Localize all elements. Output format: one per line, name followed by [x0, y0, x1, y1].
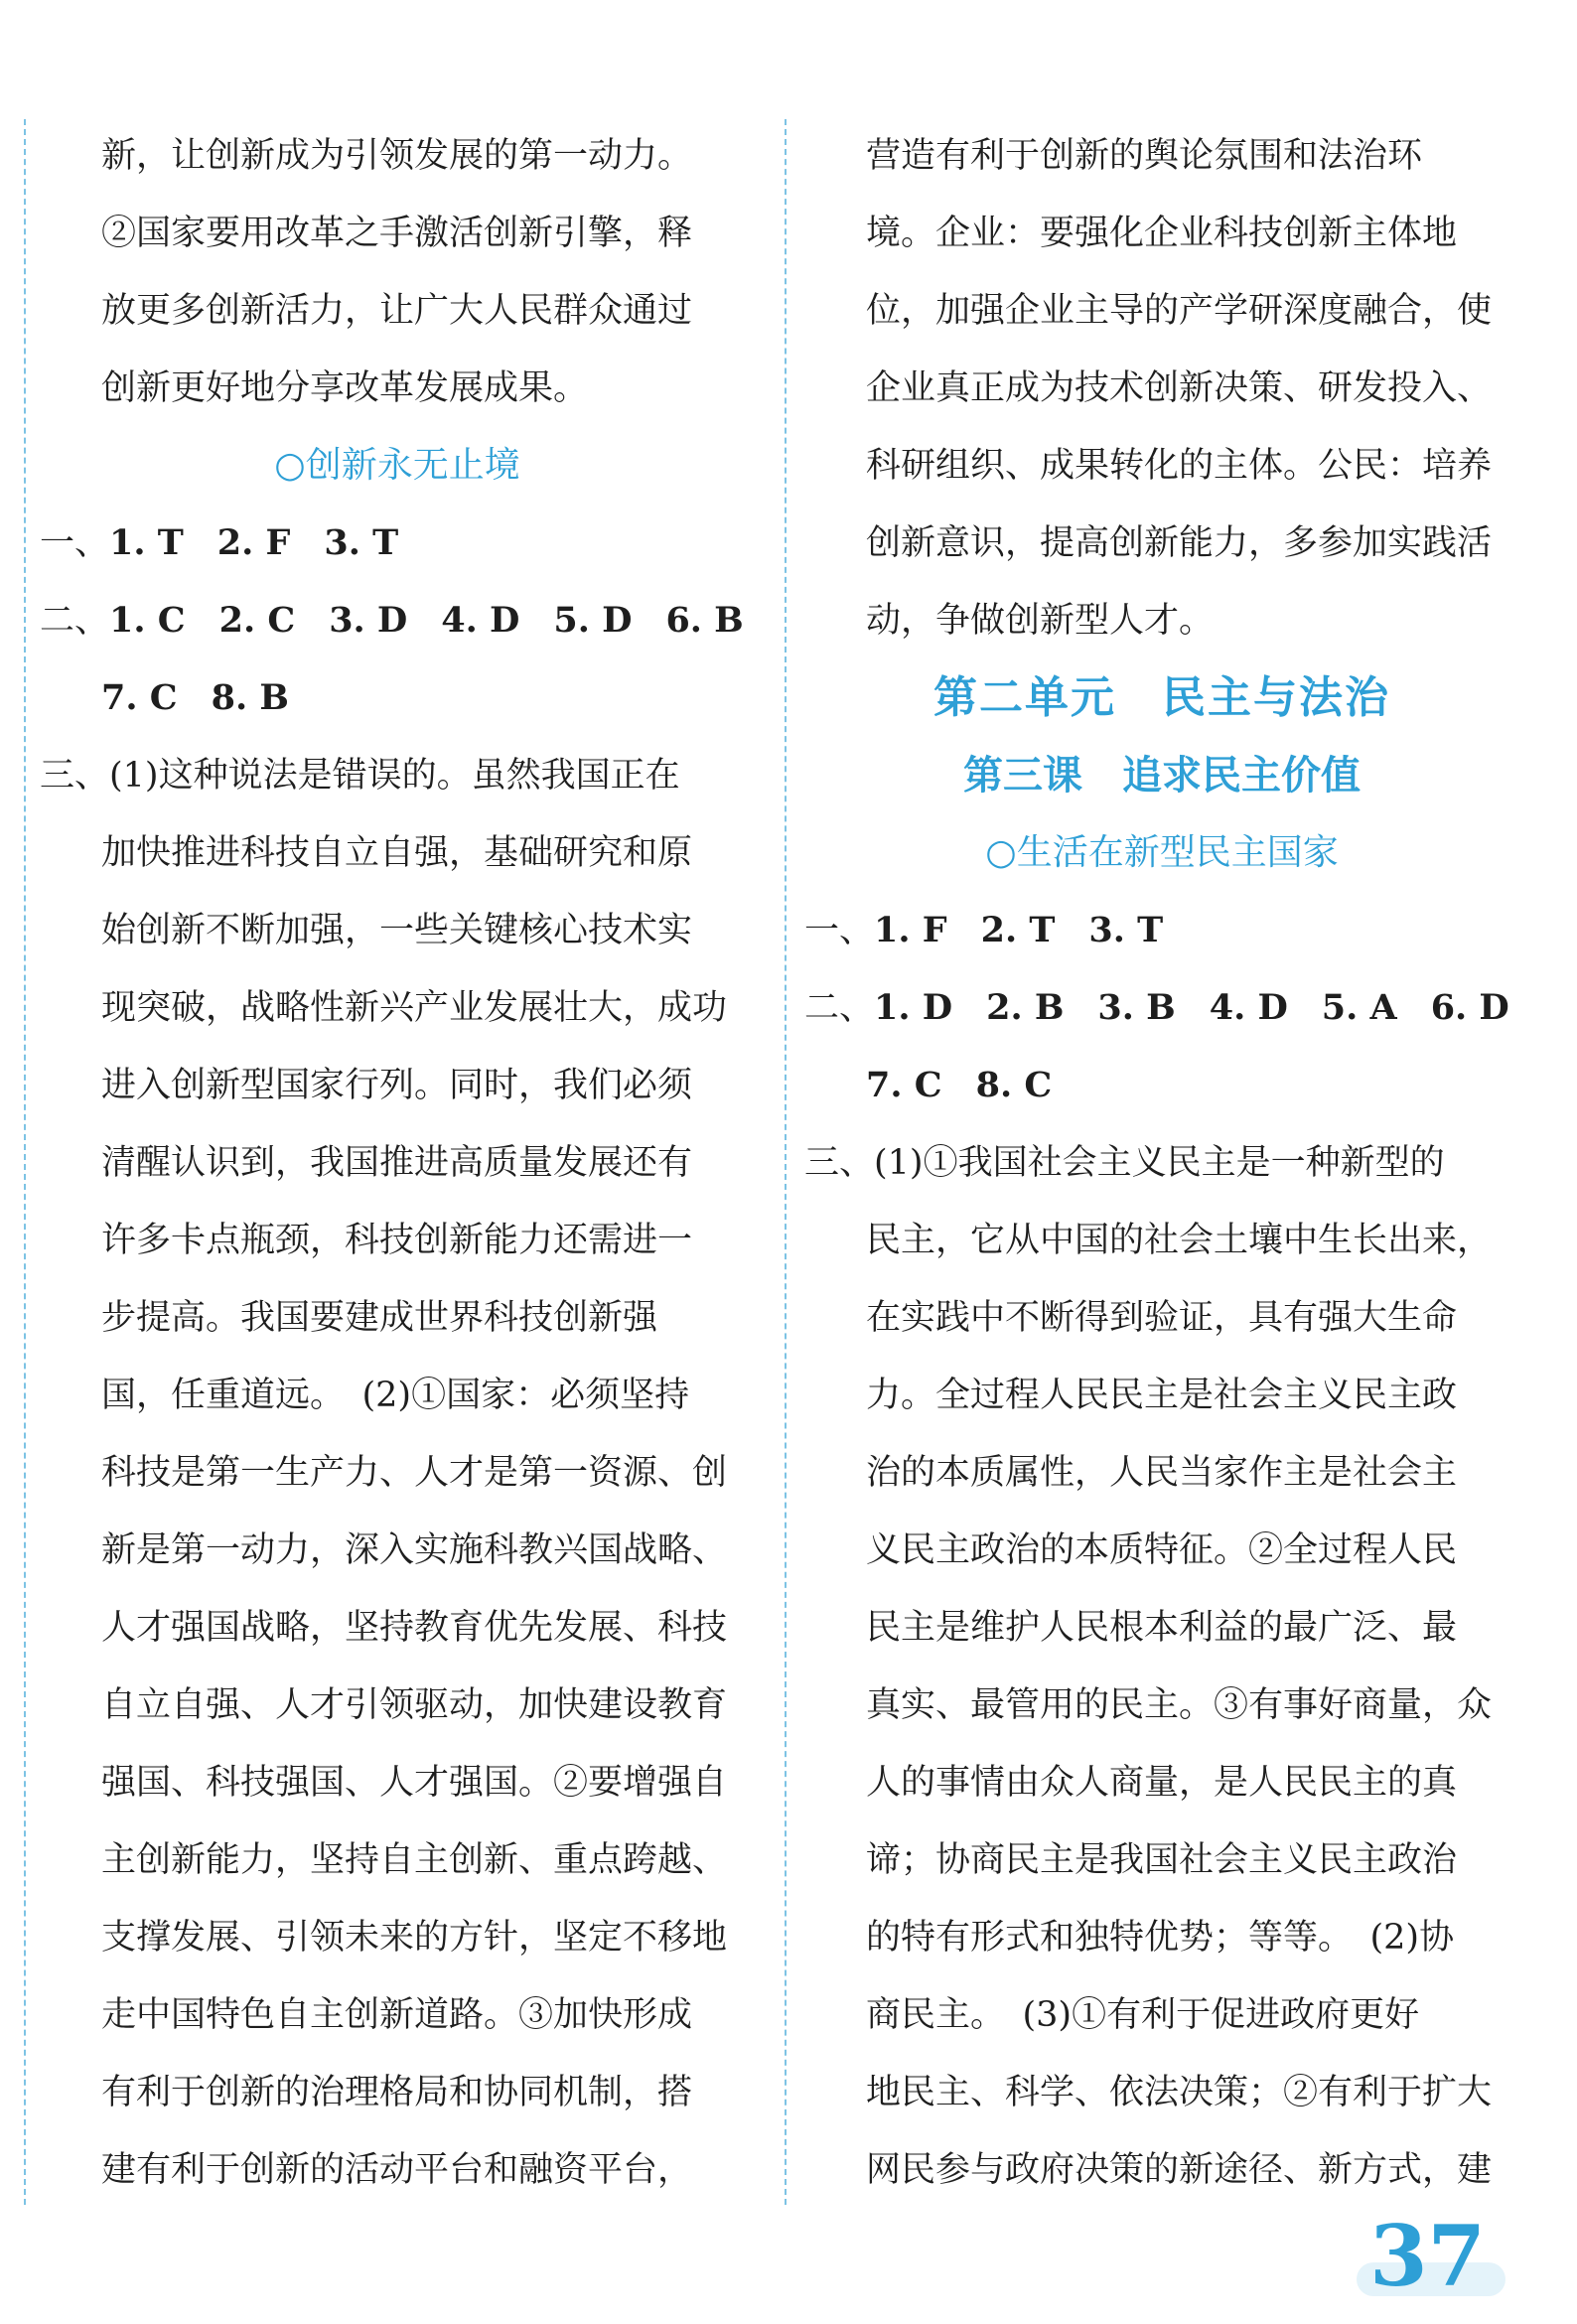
- answer-item: 5. D: [553, 600, 633, 641]
- question-prefix: 二、: [804, 988, 875, 1028]
- answer-item: 3. T: [324, 522, 399, 563]
- page-number: 37: [1369, 2207, 1486, 2305]
- text-line: 企业真正成为技术创新决策、研发投入、: [866, 368, 1493, 408]
- answer-item: 8. C: [975, 1065, 1053, 1105]
- text-line: 创新意识，提高创新能力，多参加实践活: [866, 523, 1493, 563]
- left-margin-divider: [24, 119, 26, 2205]
- answer-item: 5. A: [1321, 987, 1397, 1028]
- left-column: [40, 117, 755, 2209]
- answer-item: 2. C: [218, 600, 296, 641]
- lesson-title: 第三课 追求民主价值: [963, 753, 1361, 799]
- answer-item: 3. T: [1088, 910, 1164, 950]
- answer-item: 1. T: [109, 522, 184, 563]
- text-line: 支撑发展、引领未来的方针，坚定不移地: [101, 1918, 728, 1958]
- column-divider: [785, 119, 787, 2205]
- text-line: 谛；协商民主是我国社会主义民主政治: [866, 1840, 1458, 1880]
- text-line: 国，任重道远。 (2)①国家：必须坚持: [101, 1376, 690, 1415]
- text-line: 强国、科技强国、人才强国。②要增强自: [101, 1763, 728, 1803]
- answer-item: 6. D: [1430, 987, 1509, 1028]
- text-line: 动，争做创新型人才。: [866, 601, 1215, 641]
- answer-row-judgement: [40, 505, 755, 582]
- text-line: 商民主。 (3)①有利于促进政府更好: [866, 1995, 1420, 2035]
- text-line: 科研组织、成果转化的主体。公民：培养: [866, 446, 1493, 486]
- text-line: 在实践中不断得到验证，具有强大生命: [866, 1298, 1458, 1338]
- answer-row-choice: [40, 582, 755, 659]
- text-line: 位，加强企业主导的产学研深度融合，使: [866, 291, 1493, 331]
- text-line: 走中国特色自主创新道路。③加快形成: [101, 1995, 693, 2035]
- text-line: 的特有形式和独特优势；等等。 (2)协: [866, 1918, 1455, 1958]
- answer-row-choice-cont: [40, 659, 755, 737]
- answer-row-choice-cont: [804, 1047, 1519, 1124]
- text-line: 治的本质属性，人民当家作主是社会主: [866, 1453, 1458, 1493]
- answer-item: 2. B: [986, 987, 1065, 1028]
- text-line: 创新更好地分享改革发展成果。: [101, 368, 589, 408]
- answer-item: 4. D: [1209, 987, 1288, 1028]
- right-column: [804, 117, 1519, 2209]
- text-line: 营造有利于创新的舆论氛围和法治环: [866, 136, 1423, 176]
- answer-item: 3. D: [329, 600, 408, 641]
- text-line: 义民主政治的本质特征。②全过程人民: [866, 1530, 1458, 1570]
- text-line: 许多卡点瓶颈，科技创新能力还需进一: [101, 1221, 693, 1260]
- answer-item: 4. D: [441, 600, 520, 641]
- text-line: 有利于创新的治理格局和协同机制，搭: [101, 2073, 693, 2112]
- text-line: 主创新能力，坚持自主创新、重点跨越、: [101, 1840, 728, 1880]
- text-line: 真实、最管用的民主。③有事好商量，众: [866, 1685, 1493, 1725]
- question-prefix: 一、: [40, 523, 110, 563]
- text-line: 建有利于创新的活动平台和融资平台，: [101, 2150, 693, 2190]
- answer-item: 1. C: [109, 600, 186, 641]
- answer-item: 7. C: [101, 677, 178, 718]
- text-line: 放更多创新活力，让广大人民群众通过: [101, 291, 693, 331]
- answer-item: 8. B: [211, 677, 289, 718]
- text-line: 力。全过程人民民主是社会主义民主政: [866, 1376, 1458, 1415]
- text-line: ②国家要用改革之手激活创新引擎，释: [101, 214, 693, 253]
- answer-item: 1. D: [874, 987, 953, 1028]
- question-prefix: 二、: [40, 601, 110, 641]
- answer-item: 6. B: [665, 600, 744, 641]
- text-line: 民主是维护人民根本利益的最广泛、最: [866, 1608, 1458, 1648]
- answer-item: 2. T: [980, 910, 1056, 950]
- text-line: 人的事情由众人商量，是人民民主的真: [866, 1763, 1458, 1803]
- section-title: ○创新永无止境: [274, 445, 520, 486]
- text-line: 人才强国战略，坚持教育优先发展、科技: [101, 1608, 728, 1648]
- text-line: 网民参与政府决策的新途径、新方式，建: [866, 2150, 1493, 2190]
- section-title: ○生活在新型民主国家: [985, 832, 1339, 873]
- answer-row-choice: [804, 969, 1519, 1047]
- text-line: 民主，它从中国的社会土壤中生长出来，: [866, 1221, 1493, 1260]
- text-line: 科技是第一生产力、人才是第一资源、创: [101, 1453, 728, 1493]
- text-line: 进入创新型国家行列。同时，我们必须: [101, 1066, 693, 1105]
- text-line: 境。企业：要强化企业科技创新主体地: [866, 214, 1458, 253]
- text-line: 新，让创新成为引领发展的第一动力。: [101, 136, 693, 176]
- answer-item: 1. F: [874, 910, 947, 950]
- answer-item: 3. B: [1097, 987, 1176, 1028]
- text-line: 加快推进科技自立自强，基础研究和原: [101, 833, 693, 873]
- text-line: 现突破，战略性新兴产业发展壮大，成功: [101, 988, 728, 1028]
- question-prefix: 一、: [804, 911, 875, 950]
- text-line: 地民主、科学、依法决策；②有利于扩大: [866, 2073, 1493, 2112]
- answer-row-judgement: [804, 892, 1519, 969]
- text-line: 自立自强、人才引领驱动，加快建设教育: [101, 1685, 728, 1725]
- text-line: 三、(1)①我国社会主义民主是一种新型的: [804, 1143, 1445, 1183]
- text-line: 清醒认识到，我国推进高质量发展还有: [101, 1143, 693, 1183]
- text-line: 始创新不断加强，一些关键核心技术实: [101, 911, 693, 950]
- text-line: 新是第一动力，深入实施科教兴国战略、: [101, 1530, 728, 1570]
- text-line: 三、(1)这种说法是错误的。虽然我国正在: [40, 756, 680, 796]
- answer-item: 2. F: [216, 522, 291, 563]
- text-line: 步提高。我国要建成世界科技创新强: [101, 1298, 658, 1338]
- unit-title: 第二单元 民主与法治: [933, 672, 1390, 723]
- answer-item: 7. C: [866, 1065, 942, 1105]
